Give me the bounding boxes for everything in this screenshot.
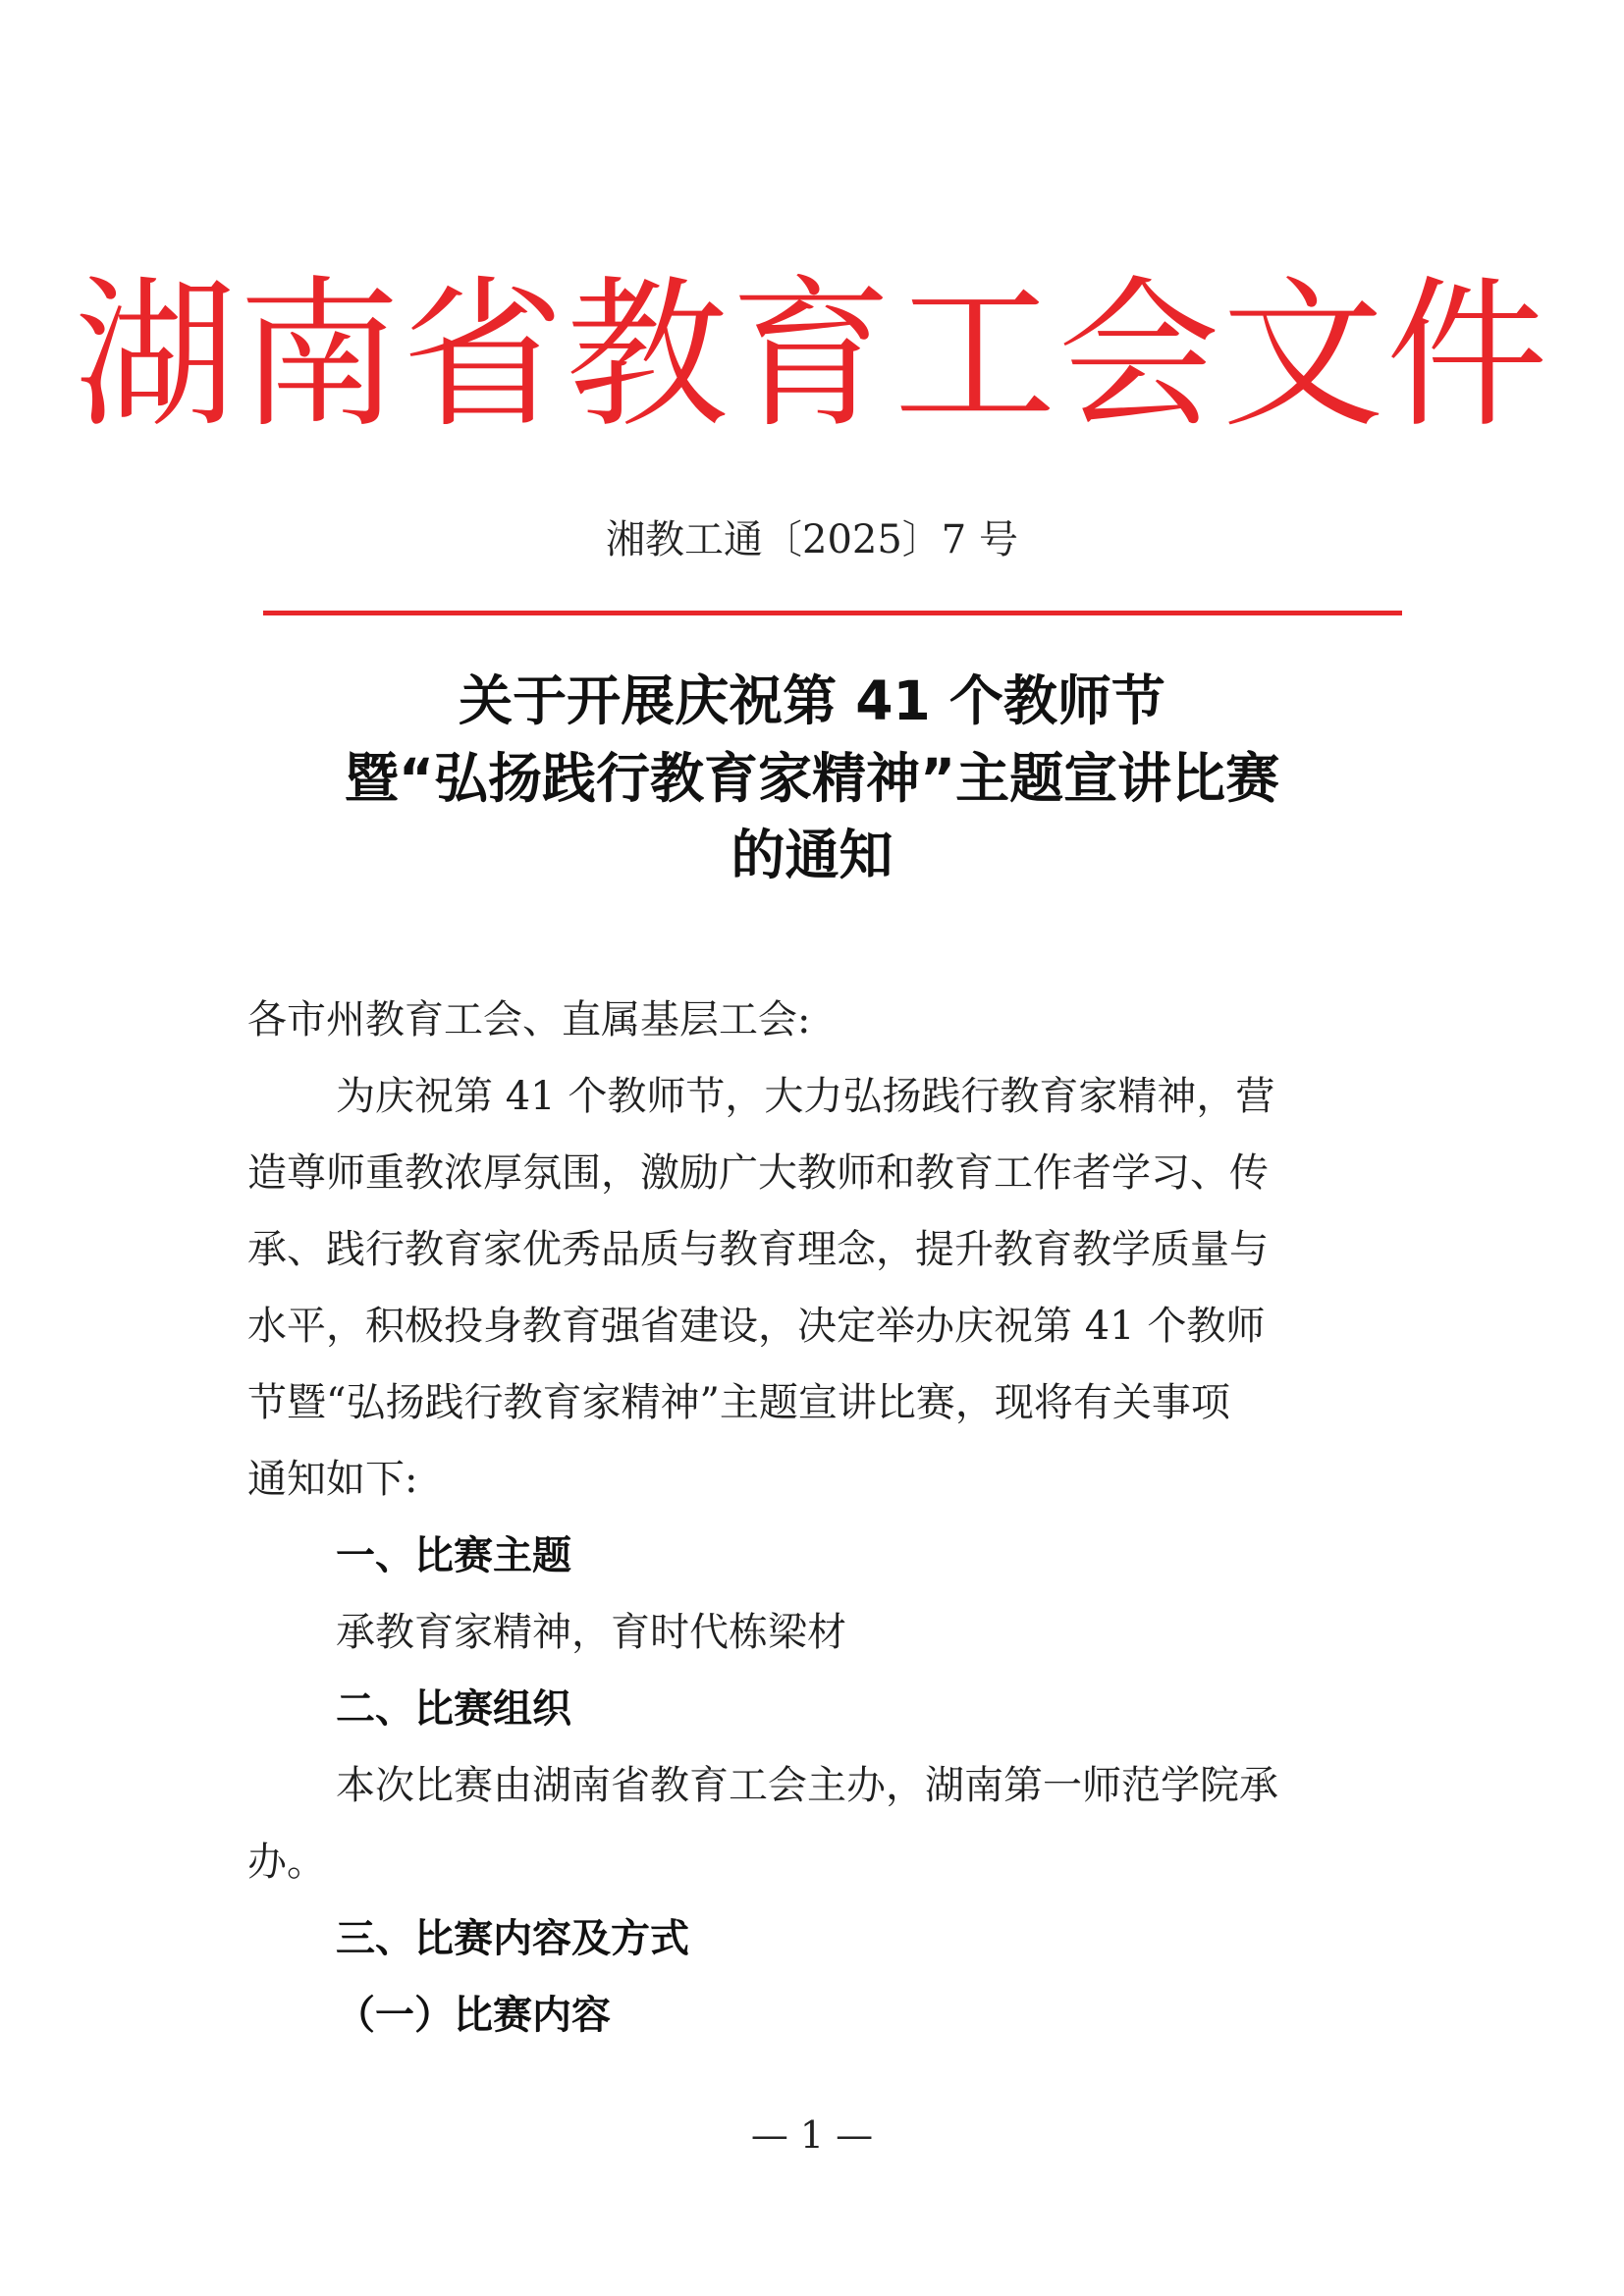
section-2-line-2: 办。 [247,1840,326,1885]
intro-line-6: 通知如下: [247,1457,418,1502]
notice-title-line-1: 关于开展庆祝第 41 个教师节 [459,669,1165,732]
intro-line-3: 承、践行教育家优秀品质与教育理念，提升教育教学质量与 [247,1227,1269,1272]
intro-line-1: 为庆祝第 41 个教师节，大力弘扬践行教育家精神，营 [336,1074,1275,1119]
section-3-heading: 三、比赛内容及方式 [336,1916,689,1961]
section-3-sub-heading: （一）比赛内容 [336,1993,611,2038]
section-1-text: 承教育家精神，育时代栋梁材 [336,1610,846,1655]
document-header-title: 湖南省教育工会文件 [74,261,1550,450]
intro-line-5: 节暨“弘扬践行教育家精神”主题宣讲比赛，现将有关事项 [247,1380,1230,1425]
notice-title-line-3: 的通知 [731,824,893,886]
intro-line-2: 造尊师重教浓厚氛围，激励广大教师和教育工作者学习、传 [247,1150,1269,1196]
page-number: — 1 — [750,2113,874,2157]
section-1-heading: 一、比赛主题 [336,1533,571,1578]
section-2-heading: 二、比赛组织 [336,1686,571,1732]
notice-title-line-2: 暨“弘扬践行教育家精神”主题宣讲比赛 [344,747,1280,810]
document-number: 湘教工通〔2025〕7 号 [606,517,1018,562]
intro-line-4: 水平，积极投身教育强省建设，决定举办庆祝第 41 个教师 [247,1304,1266,1349]
section-2-line-1: 本次比赛由湖南省教育工会主办，湖南第一师范学院承 [336,1763,1278,1808]
header-red-divider [263,611,1402,615]
salutation: 各市州教育工会、直属基层工会: [247,997,811,1042]
